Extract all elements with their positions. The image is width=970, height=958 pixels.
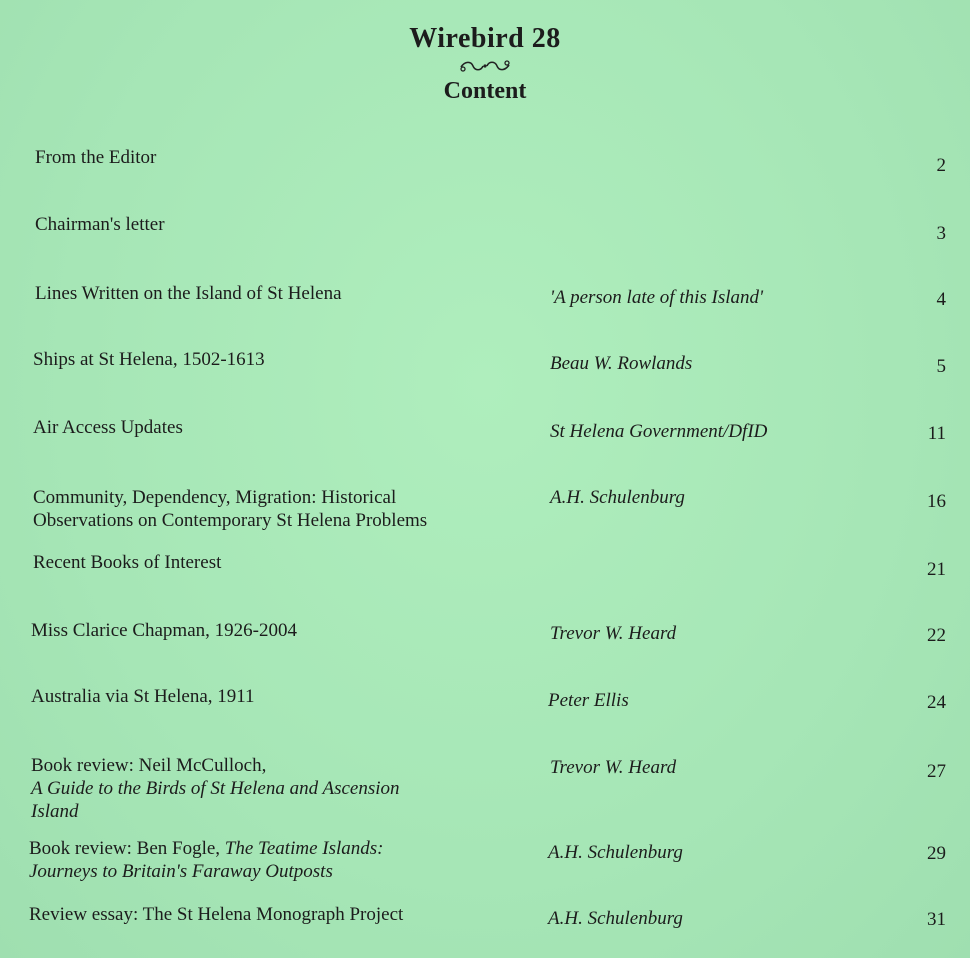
- entry-title: Ships at St Helena, 1502-1613: [33, 349, 265, 370]
- entry-title-line: Journeys to Britain's Faraway Outposts: [29, 861, 333, 882]
- entry-title-line: A Guide to the Birds of St Helena and Ascension: [31, 778, 400, 799]
- entry-page: 24: [927, 692, 946, 713]
- entry-author: A.H. Schulenburg: [548, 842, 683, 863]
- entry-page: 5: [936, 356, 946, 377]
- entry-title-prefix: Book review: Ben Fogle,: [29, 838, 225, 859]
- entry-title-line: Island: [31, 801, 79, 822]
- entry-title: Lines Written on the Island of St Helena: [35, 283, 342, 304]
- entry-author: Trevor W. Heard: [550, 757, 677, 778]
- entry-page: 21: [927, 559, 946, 580]
- entry-title: Review essay: The St Helena Monograph Project: [29, 904, 404, 925]
- entry-page: 2: [936, 155, 946, 176]
- entry-title-line: Community, Dependency, Migration: Historical: [33, 487, 397, 508]
- entry-author: Trevor W. Heard: [550, 623, 677, 644]
- entry-page: 22: [927, 625, 946, 646]
- entry-author: 'A person late of this Island': [550, 287, 764, 308]
- entry-title: Australia via St Helena, 1911: [31, 686, 255, 707]
- scroll-ornament-icon: [455, 58, 515, 74]
- entry-author: St Helena Government/DfID: [550, 421, 768, 442]
- entry-page: 27: [927, 761, 946, 782]
- entry-title: [31, 754, 541, 823]
- entry-page: 3: [936, 223, 946, 244]
- entry-author: A.H. Schulenburg: [550, 487, 685, 508]
- entry-page: 16: [927, 491, 946, 512]
- entry-author: Peter Ellis: [548, 690, 629, 711]
- entry-title-line: Observations on Contemporary St Helena Problems: [33, 510, 428, 531]
- journal-title: Wirebird 28: [409, 23, 561, 54]
- entry-title: Chairman's letter: [35, 214, 165, 235]
- entry-author: Beau W. Rowlands: [550, 353, 693, 374]
- entry-title-line: Book review: Neil McCulloch,: [31, 755, 267, 776]
- header: [0, 22, 970, 106]
- entry-title: Air Access Updates: [33, 417, 183, 438]
- entry-title: Miss Clarice Chapman, 1926-2004: [31, 620, 297, 641]
- entry-title: From the Editor: [35, 147, 157, 168]
- contents-heading: Content: [443, 78, 527, 104]
- entry-page: 31: [927, 909, 946, 930]
- entry-title: [33, 486, 543, 532]
- entry-title: Recent Books of Interest: [33, 552, 222, 573]
- entry-title-italic: The Teatime Islands:: [224, 838, 384, 859]
- entry-page: 4: [936, 289, 946, 310]
- entry-author: A.H. Schulenburg: [548, 908, 683, 929]
- entry-page: 11: [927, 423, 946, 444]
- entry-title: [29, 837, 539, 883]
- entry-page: 29: [927, 843, 946, 864]
